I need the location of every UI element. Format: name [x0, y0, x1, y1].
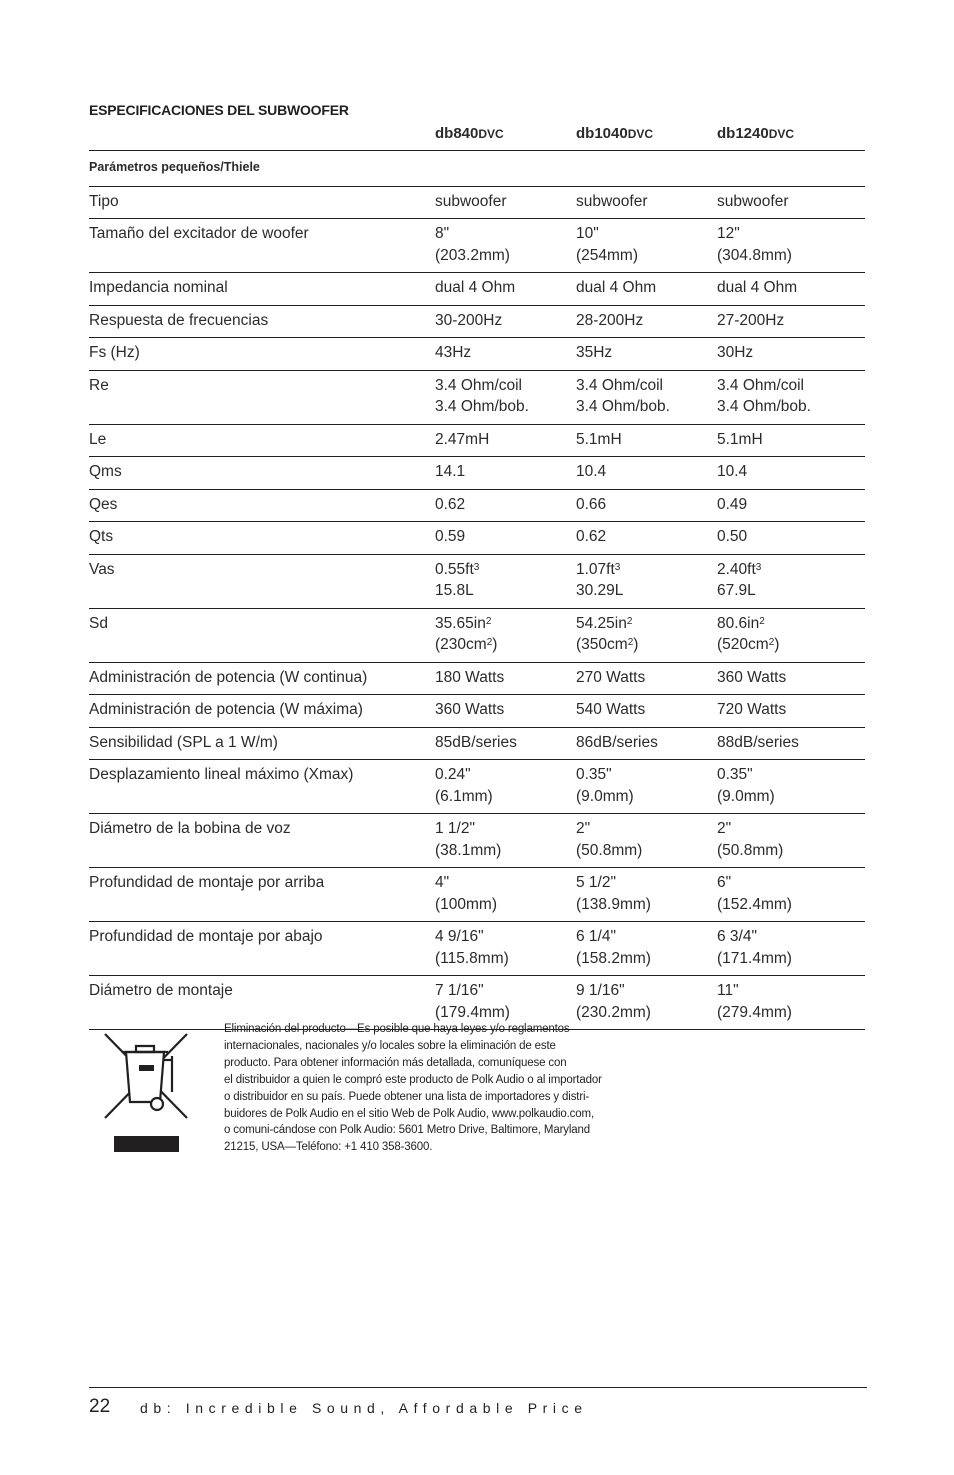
spec-value: 0.62 — [576, 522, 717, 555]
model-header: db1040DVC — [576, 121, 717, 151]
disposal-line: el distribuidor a quien le compró este producto de Polk Audio o al importador — [224, 1073, 602, 1086]
spec-value: 540 Watts — [576, 695, 717, 728]
spec-value: $80.6in^2$ $(520cm^2)$ — [717, 608, 865, 662]
spec-value: 27-200Hz — [717, 305, 865, 338]
spec-label: Qts — [89, 522, 435, 555]
spec-value: dual 4 Ohm — [576, 273, 717, 306]
spec-value: 4" (100mm) — [435, 868, 576, 922]
spec-value: 180 Watts — [435, 662, 576, 695]
spec-value: 2" (50.8mm) — [717, 814, 865, 868]
spec-label: Desplazamiento lineal máximo (Xmax) — [89, 760, 435, 814]
spec-row — [89, 219, 865, 273]
disposal-line: internacionales, nacionales y/o locales sobre la eliminación de este — [224, 1039, 556, 1052]
spec-value: 11" (279.4mm) — [717, 976, 865, 1030]
spec-heading: ESPECIFICACIONES DEL SUBWOOFER — [89, 102, 349, 118]
spec-value: 4 9/16" (115.8mm) — [435, 922, 576, 976]
spec-label: Diámetro de la bobina de voz — [89, 814, 435, 868]
spec-label: Administración de potencia (W continua) — [89, 662, 435, 695]
spec-row — [89, 868, 865, 922]
spec-label: Tipo — [89, 186, 435, 219]
spec-table — [89, 121, 865, 1030]
spec-value: 0.66 — [576, 489, 717, 522]
spec-value: 0.62 — [435, 489, 576, 522]
spec-label: Fs (Hz) — [89, 338, 435, 371]
footer-rule — [89, 1387, 867, 1388]
spec-row — [89, 554, 865, 608]
spec-value: 3.4 Ohm/coil 3.4 Ohm/bob. — [717, 370, 865, 424]
spec-value: 0.49 — [717, 489, 865, 522]
spec-row — [89, 489, 865, 522]
spec-row — [89, 370, 865, 424]
spec-value: 14.1 — [435, 457, 576, 490]
spec-value: dual 4 Ohm — [717, 273, 865, 306]
spec-value: 5.1mH — [576, 424, 717, 457]
spec-value: 28-200Hz — [576, 305, 717, 338]
spec-value: 88dB/series — [717, 727, 865, 760]
spec-value: $35.65in^2$ $(230cm^2)$ — [435, 608, 576, 662]
spec-value: 86dB/series — [576, 727, 717, 760]
spec-value: 0.24" (6.1mm) — [435, 760, 576, 814]
spec-value: 720 Watts — [717, 695, 865, 728]
footer-tagline: db: Incredible Sound, Affordable Price — [140, 1400, 588, 1416]
spec-label: Profundidad de montaje por abajo — [89, 922, 435, 976]
model-header-row — [89, 121, 865, 151]
spec-value: 6" (152.4mm) — [717, 868, 865, 922]
spec-value: $54.25in^2$ $(350cm^2)$ — [576, 608, 717, 662]
spec-row — [89, 727, 865, 760]
spec-row — [89, 662, 865, 695]
spec-label: Profundidad de montaje por arriba — [89, 868, 435, 922]
spec-label: Diámetro de montaje — [89, 976, 435, 1030]
spec-value: 0.50 — [717, 522, 865, 555]
spec-row — [89, 338, 865, 371]
section-row — [89, 151, 865, 187]
disposal-line: 21215, USA—Teléfono: +1 410 358-3600. — [224, 1141, 433, 1154]
spec-value: 0.35" (9.0mm) — [717, 760, 865, 814]
spec-value: dual 4 Ohm — [435, 273, 576, 306]
spec-label: Administración de potencia (W máxima) — [89, 695, 435, 728]
spec-value: 360 Watts — [435, 695, 576, 728]
disposal-line: o distribuidor en su país. Puede obtener una lista de importadores y distri- — [224, 1090, 590, 1103]
crossed-out-wheelie-bin-icon — [104, 1032, 188, 1154]
spec-label: Le — [89, 424, 435, 457]
spec-value: $2.40ft^3$ 67.9L — [717, 554, 865, 608]
spec-value: subwoofer — [435, 186, 576, 219]
spec-label: Impedancia nominal — [89, 273, 435, 306]
spec-row — [89, 522, 865, 555]
page-number: 22 — [89, 1396, 111, 1417]
spec-value: $1.07ft^3$ 30.29L — [576, 554, 717, 608]
spec-value: 2" (50.8mm) — [576, 814, 717, 868]
spec-value: 3.4 Ohm/coil 3.4 Ohm/bob. — [576, 370, 717, 424]
spec-value: 0.35" (9.0mm) — [576, 760, 717, 814]
spec-value: 5 1/2" (138.9mm) — [576, 868, 717, 922]
spec-value: 10.4 — [717, 457, 865, 490]
model-header: db840DVC — [435, 121, 576, 151]
spec-row — [89, 608, 865, 662]
spec-row — [89, 186, 865, 219]
spec-label: Sd — [89, 608, 435, 662]
model-header: db1240DVC — [717, 121, 865, 151]
spec-value: subwoofer — [576, 186, 717, 219]
spec-row — [89, 457, 865, 490]
disposal-line: producto. Para obtener información más detallada, comuníquese con — [224, 1056, 567, 1069]
disposal-line: buidores de Polk Audio en el sitio Web de Polk Audio, www.polkaudio.com, — [224, 1107, 594, 1120]
spec-value: 85dB/series — [435, 727, 576, 760]
spec-label: Qms — [89, 457, 435, 490]
spec-value: 10.4 — [576, 457, 717, 490]
spec-value: 6 1/4" (158.2mm) — [576, 922, 717, 976]
spec-value: 3.4 Ohm/coil 3.4 Ohm/bob. — [435, 370, 576, 424]
spec-value: 5.1mH — [717, 424, 865, 457]
spec-row — [89, 760, 865, 814]
spec-value: 0.59 — [435, 522, 576, 555]
spec-row — [89, 273, 865, 306]
spec-label: Respuesta de frecuencias — [89, 305, 435, 338]
spec-label: Re — [89, 370, 435, 424]
spec-value: 8" (203.2mm) — [435, 219, 576, 273]
spec-value: 12" (304.8mm) — [717, 219, 865, 273]
spec-value: subwoofer — [717, 186, 865, 219]
spec-label: Qes — [89, 489, 435, 522]
spec-row — [89, 922, 865, 976]
spec-value: 10" (254mm) — [576, 219, 717, 273]
spec-label: Vas — [89, 554, 435, 608]
spec-value: 270 Watts — [576, 662, 717, 695]
spec-row — [89, 695, 865, 728]
spec-value: 7 1/16" (179.4mm) — [435, 976, 576, 1030]
spec-value: 6 3/4" (171.4mm) — [717, 922, 865, 976]
spec-row — [89, 424, 865, 457]
spec-value: 2.47mH — [435, 424, 576, 457]
disposal-notice — [224, 1021, 644, 1156]
spec-label: Tamaño del excitador de woofer — [89, 219, 435, 273]
disposal-line: Eliminación del producto—Es posible que haya leyes y/o reglamentos — [224, 1023, 570, 1035]
spec-value: 30Hz — [717, 338, 865, 371]
spec-value: 9 1/16" (230.2mm) — [576, 976, 717, 1030]
disposal-line: o comuni-cándose con Polk Audio: 5601 Metro Drive, Baltimore, Maryland — [224, 1124, 590, 1137]
spec-value: 43Hz — [435, 338, 576, 371]
spec-value: 35Hz — [576, 338, 717, 371]
spec-row — [89, 305, 865, 338]
spec-label: Sensibilidad (SPL a 1 W/m) — [89, 727, 435, 760]
spec-row — [89, 814, 865, 868]
section-label: Parámetros pequeños/Thiele — [89, 151, 865, 187]
spec-value: 360 Watts — [717, 662, 865, 695]
spec-value: 1 1/2" (38.1mm) — [435, 814, 576, 868]
spec-value: $0.55ft^3$ 15.8L — [435, 554, 576, 608]
spec-value: 30-200Hz — [435, 305, 576, 338]
